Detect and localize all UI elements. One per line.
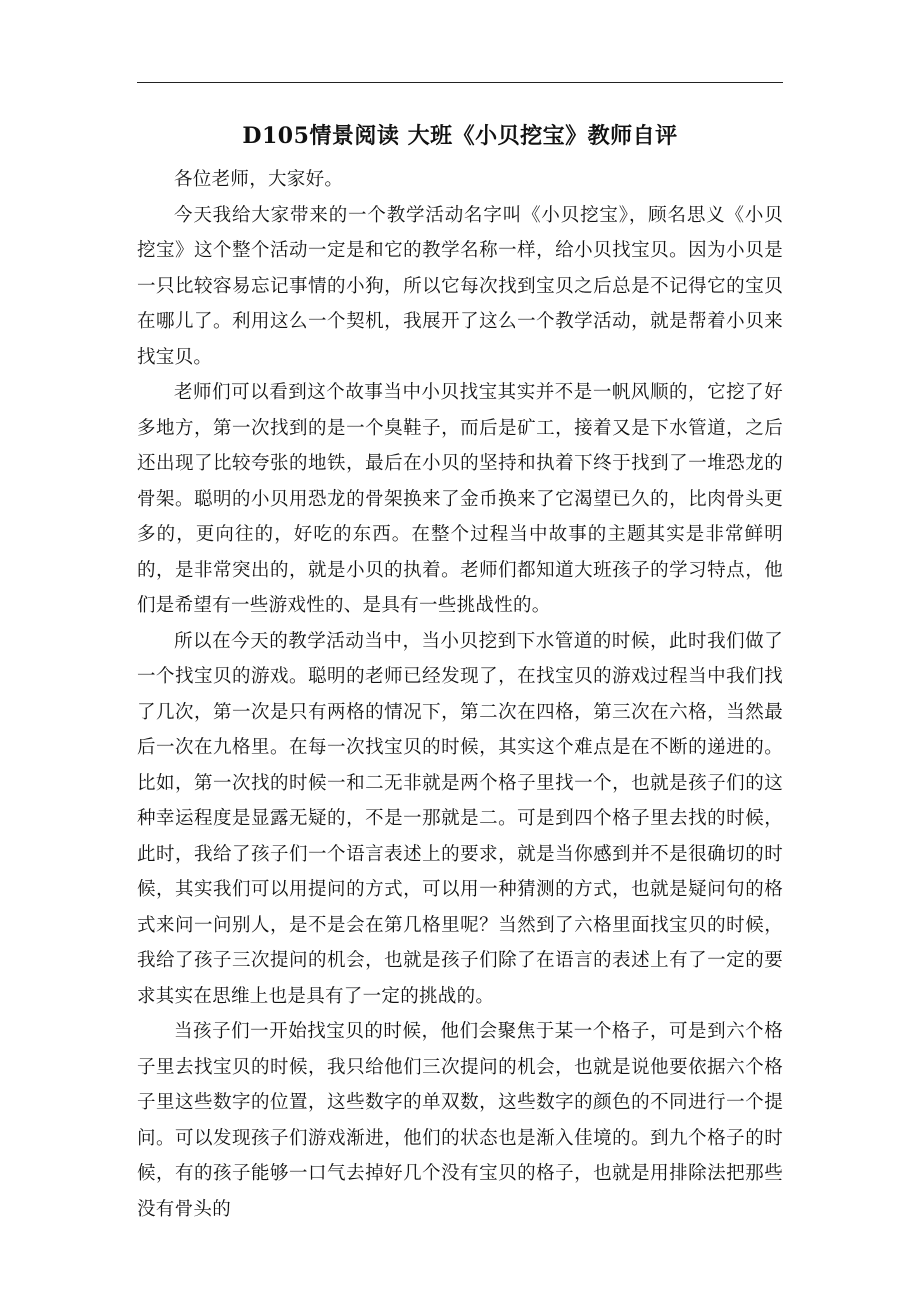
document-body xyxy=(137,162,783,1227)
paragraph-introduction: 今天我给大家带来的一个教学活动名字叫《小贝挖宝》，顾名思义《小贝挖宝》这个整个活动一定是和它的教学名称一样，给小贝找宝贝。因为小贝是一只比较容易忘记事情的小狗，所以它每次找到宝贝之后总是不记得它的宝贝在哪儿了。利用这么一个契机，我展开了这么一个教学活动，就是帮着小贝来找宝贝。 xyxy=(137,204,783,368)
paragraph-story: 老师们可以看到这个故事当中小贝找宝其实并不是一帆风顺的，它挖了好多地方，第一次找到的是一个臭鞋子，而后是矿工，接着又是下水管道，之后还出现了比较夸张的地铁，最后在小贝的坚持和执着下终于找到了一堆恐龙的骨架。聪明的小贝用恐龙的骨架换来了金币换来了它渴望已久的，比肉骨头更多的，更向往的，好吃的东西。在整个过程当中故事的主题其实是非常鲜明的，是非常突出的，就是小贝的执着。老师们都知道大班孩子的学习特点，他们是希望有一些游戏性的、是具有一些挑战性的。 xyxy=(137,382,783,616)
header-rule xyxy=(137,82,783,83)
document-title: D105情景阅读 大班《小贝挖宝》教师自评 xyxy=(242,123,678,149)
paragraph-observation: 当孩子们一开始找宝贝的时候，他们会聚焦于某一个格子，可是到六个格子里去找宝贝的时候，我只给他们三次提问的机会，也就是说他要依据六个格子里这些数字的位置，这些数字的单双数，这些数字的颜色的不同进行一个提问。可以发现孩子们游戏渐进，他们的状态也是渐入佳境的。到九个格子的时候，有的孩子能够一口气去掉好几个没有宝贝的格子，也就是用排除法把那些没有骨头的 xyxy=(137,1021,783,1220)
paragraph-greeting: 各位老师，大家好。 xyxy=(174,169,344,190)
paragraph-game: 所以在今天的教学活动当中，当小贝挖到下水管道的时候，此时我们做了一个找宝贝的游戏。聪明的老师已经发现了，在找宝贝的游戏过程当中我们找了几次，第一次是只有两格的情况下，第二次在四格，第三次在六格，当然最后一次在九格里。在每一次找宝贝的时候，其实这个难点是在不断的递进的。比如，第一次找的时候一和二无非就是两个格子里找一个，也就是孩子们的这种幸运程度是显露无疑的，不是一那就是二。可是到四个格子里去找的时候，此时，我给了孩子们一个语言表述上的要求，就是当你感到并不是很确切的时候，其实我们可以用提问的方式，可以用一种猜测的方式，也就是疑问句的格式来问一问别人，是不是会在第几格里呢？当然到了六格里面找宝贝的时候，我给了孩子三次提问的机会，也就是孩子们除了在语言的表述上有了一定的要求其实在思维上也是具有了一定的挑战的。 xyxy=(137,630,783,1007)
